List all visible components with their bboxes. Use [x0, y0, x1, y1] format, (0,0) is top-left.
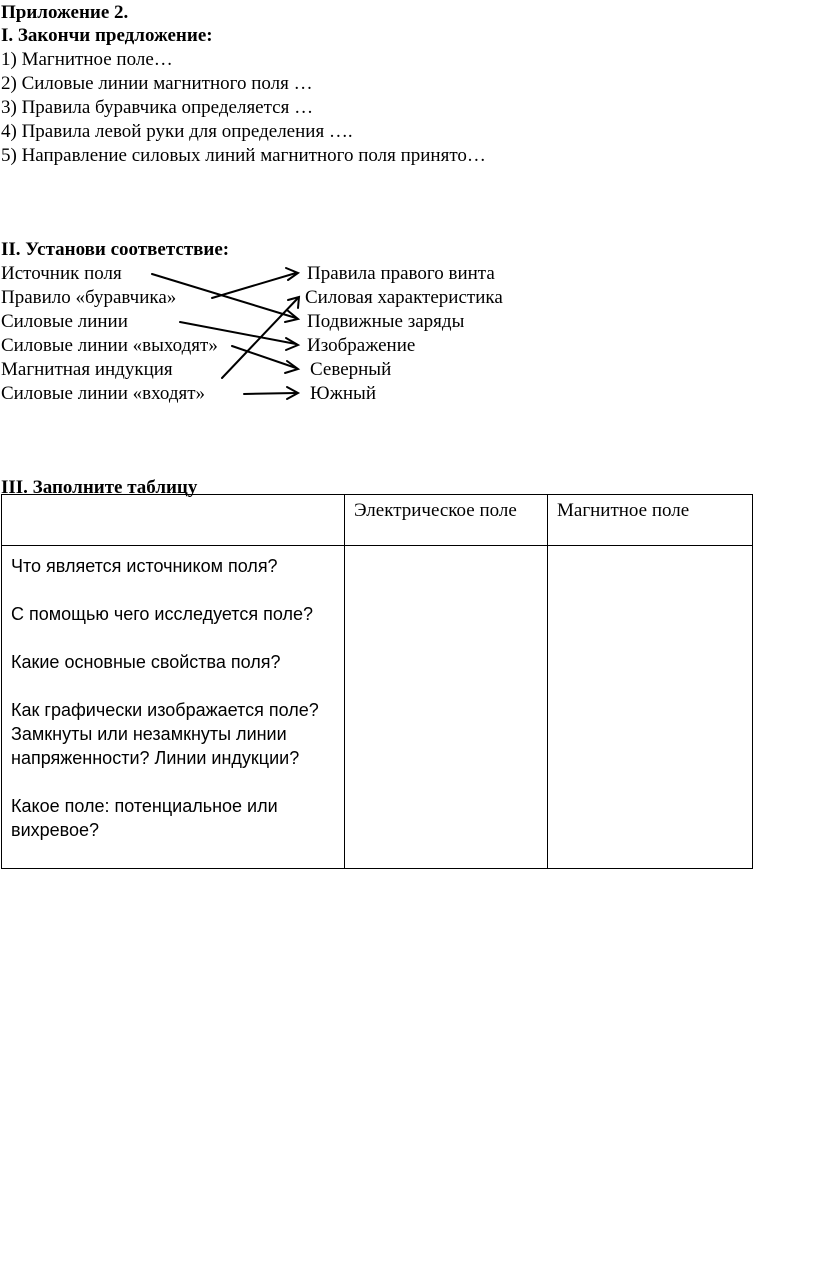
section3-heading: III. Заполните таблицу: [1, 477, 198, 498]
questions-cell: [2, 546, 345, 869]
answer-cell-electric[interactable]: [345, 546, 548, 869]
section1-item-3: 3) Правила буравчика определяется …: [1, 97, 314, 118]
match-right-1: Правила правого винта: [307, 263, 495, 284]
arrow-gimlet-to-screw: [212, 273, 296, 298]
table-header-row: [2, 495, 753, 546]
arrowhead-south: [287, 387, 298, 399]
match-left-5: Магнитная индукция: [1, 359, 173, 380]
question-1: Что является источником поля?: [11, 556, 278, 576]
match-left-4: Силовые линии «выходят»: [1, 335, 218, 356]
header-empty-cell: [2, 495, 345, 546]
match-left-3: Силовые линии: [1, 311, 128, 332]
arrow-out-to-north: [232, 346, 296, 368]
appendix-title: Приложение 2.: [1, 2, 129, 23]
table-row: [2, 546, 753, 869]
section1-item-1: 1) Магнитное поле…: [1, 49, 173, 70]
section2-heading: II. Установи соответствие:: [1, 239, 230, 260]
header-electric-field: Электрическое поле: [345, 495, 548, 546]
match-right-6: Южный: [310, 383, 376, 404]
match-right-5: Северный: [310, 359, 392, 380]
match-right-4: Изображение: [307, 335, 416, 356]
match-left-1: Источник поля: [1, 263, 122, 284]
match-right-3: Подвижные заряды: [307, 311, 465, 332]
fill-in-table: [1, 494, 753, 869]
section1-item-2: 2) Силовые линии магнитного поля …: [1, 73, 313, 94]
match-right-2: Силовая характеристика: [305, 287, 503, 308]
arrowhead-screw: [286, 268, 298, 280]
arrow-induction-to-characteristic: [222, 298, 298, 378]
arrowhead-characteristic: [288, 297, 299, 308]
answer-cell-magnetic[interactable]: [548, 546, 753, 869]
match-left-6: Силовые линии «входят»: [1, 383, 206, 404]
arrowhead-north: [285, 361, 298, 373]
arrowhead-charges: [285, 310, 298, 322]
question-2: С помощью чего исследуется поле?: [11, 604, 313, 624]
header-magnetic-field: Магнитное поле: [548, 495, 753, 546]
question-5: Какое поле: потенциальное или вихревое?: [11, 796, 278, 840]
section1-item-5: 5) Направление силовых линий магнитного поля принято…: [1, 145, 486, 166]
match-left-2: Правило «буравчика»: [1, 287, 177, 308]
arrowhead-image: [286, 338, 298, 350]
question-3: Какие основные свойства поля?: [11, 652, 281, 672]
section1-item-4: 4) Правила левой руки для определения ….: [1, 121, 353, 142]
arrow-in-to-south: [244, 393, 296, 394]
section1-heading: I. Закончи предложение:: [1, 25, 213, 46]
question-4: Как графически изображается поле? Замкнуты или незамкнуты линии напряженности? Линии индукции?: [11, 700, 319, 768]
